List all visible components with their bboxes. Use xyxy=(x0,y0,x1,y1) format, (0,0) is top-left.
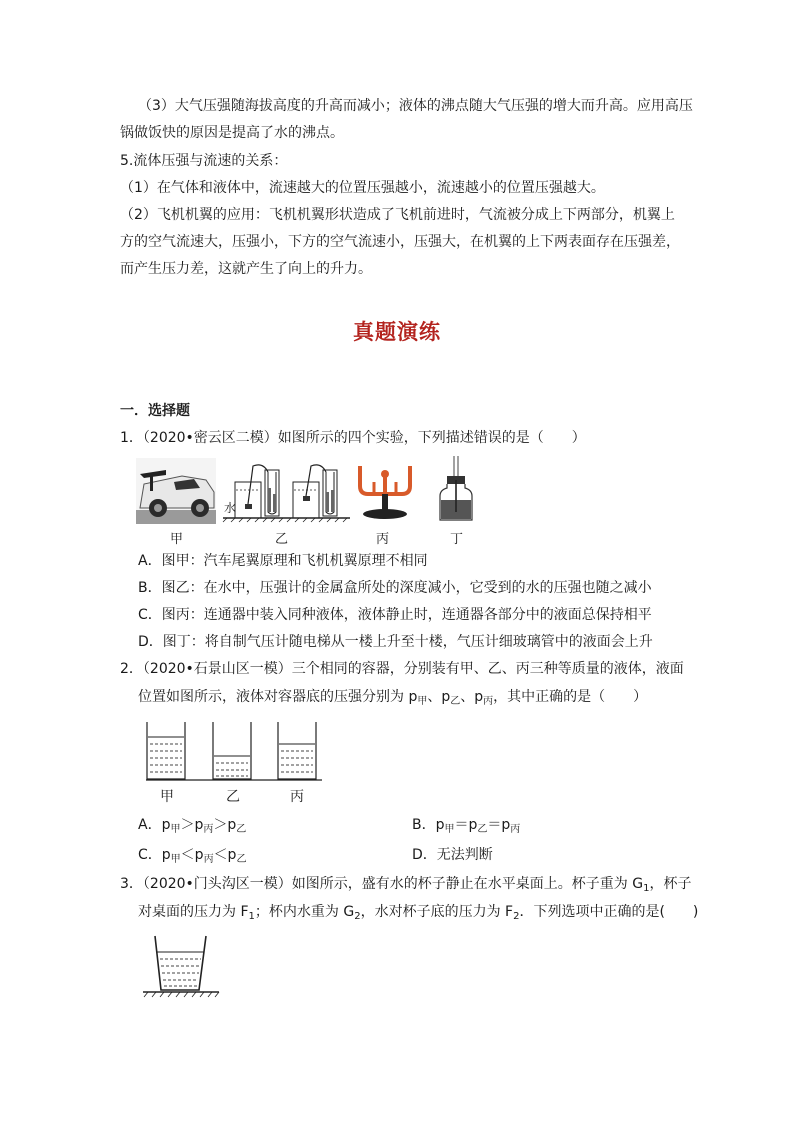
q2-option-d: D．无法判断 xyxy=(412,847,493,863)
knowledge-p3-line1: （3）大气压强随海拔高度的升高而减小；液体的沸点随大气压强的增大而升高。应用高压 xyxy=(138,98,693,114)
q2-stem-line2: 位置如图所示，液体对容器底的压强分别为 $p_甲$、$p_乙$、$p_丙$，其中正确的是（ ） xyxy=(138,689,648,707)
q2-stem-line1: 2．（2020•石景山区一模）三个相同的容器，分别装有甲、乙、丙三种等质量的液体，液面 xyxy=(120,661,684,677)
q2-option-c: C．$p_甲<p_丙<p_乙$ xyxy=(138,847,247,865)
q1-figure-barometer xyxy=(437,456,475,522)
knowledge-s5-p1: （1）在气体和液体中，流速越大的位置压强越小，流速越小的位置压强越大。 xyxy=(120,180,605,196)
q2-figure-containers xyxy=(146,722,322,784)
q1-figure-water-label: 水 xyxy=(224,501,237,515)
q1-figure-communicating-vessel xyxy=(354,460,416,522)
q2-label-bing: 丙 xyxy=(290,789,304,805)
q2-label-jia: 甲 xyxy=(160,789,174,805)
q1-label-yi: 乙 xyxy=(275,532,289,547)
knowledge-s5-p2-line2: 方的空气流速大，压强小，下方的空气流速小，压强大，在机翼的上下两表面存在压强差， xyxy=(120,234,680,250)
q3-stem-line2: 对桌面的压力为 $F_1$；杯内水重为 $G_2$，水对杯子底的压力为 $F_2$．下列选项中正确的是( ) xyxy=(138,904,699,922)
q1-label-ding: 丁 xyxy=(450,532,464,547)
knowledge-p3-line2: 锅做饭快的原因是提高了水的沸点。 xyxy=(120,125,344,141)
knowledge-s5-p2-line3: 而产生压力差，这就产生了向上的升力。 xyxy=(120,261,372,277)
q1-label-bing: 丙 xyxy=(376,532,390,547)
q1-option-d: D．图丁：将自制气压计随电梯从一楼上升至十楼，气压计细玻璃管中的液面会上升 xyxy=(138,634,653,650)
q1-figure-pressure-gauges xyxy=(223,460,350,522)
q3-stem-line1: 3．（2020•门头沟区一模）如图所示，盛有水的杯子静止在水平桌面上。杯子重为 $G_1$，杯子 xyxy=(120,876,692,894)
section-title: 真题演练 xyxy=(353,319,441,344)
q3-figure-cup xyxy=(143,934,219,998)
q1-stem: 1．（2020•密云区二模）如图所示的四个实验，下列描述错误的是（ ） xyxy=(120,430,586,446)
knowledge-s5-heading: 5.流体压强与流速的关系： xyxy=(120,153,288,169)
section-heading: 一．选择题 xyxy=(120,403,190,419)
q1-option-a: A．图甲：汽车尾翼原理和飞机机翼原理不相同 xyxy=(138,553,428,569)
knowledge-s5-p2-line1: （2）飞机机翼的应用：飞机机翼形状造成了飞机前进时，气流被分成上下两部分，机翼上 xyxy=(120,207,675,223)
q1-option-b: B．图乙：在水中，压强计的金属盒所处的深度减小，它受到的水的压强也随之减小 xyxy=(138,580,652,596)
q2-label-yi: 乙 xyxy=(226,789,240,805)
q1-label-jia: 甲 xyxy=(170,532,184,547)
q1-figure-car xyxy=(136,458,216,524)
q1-option-c: C．图丙：连通器中装入同种液体，液体静止时，连通器各部分中的液面总保持相平 xyxy=(138,607,652,623)
q2-option-b: B．$p_甲=p_乙=p_丙$ xyxy=(412,817,521,835)
q2-option-a: A．$p_甲>p_丙>p_乙$ xyxy=(138,817,247,835)
